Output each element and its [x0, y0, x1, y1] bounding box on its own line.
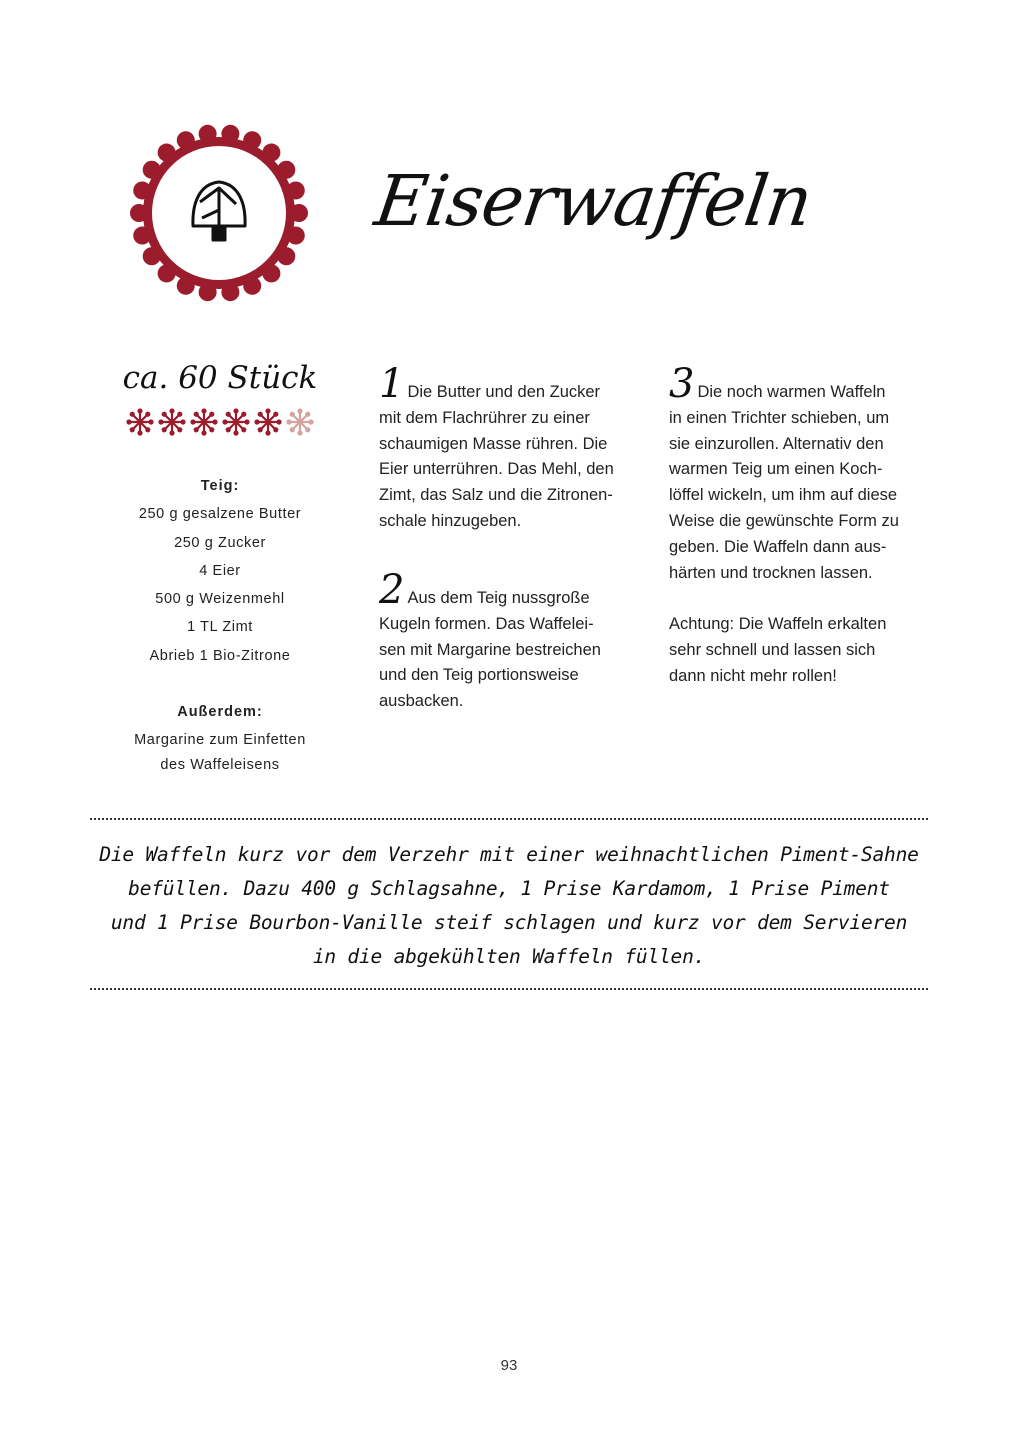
- step-text-line: und den Teig portionsweise: [379, 666, 579, 685]
- step-text-line: löffel wickeln, um ihm auf diese: [669, 486, 898, 505]
- ingredient-item: Abrieb 1 Bio-Zitrone: [149, 647, 291, 664]
- difficulty-star-empty-icon: [286, 408, 314, 436]
- step-text-line: Weise die gewünschte Form zu: [669, 511, 899, 530]
- page-number: 93: [500, 1357, 518, 1374]
- ingredients-extra: [100, 698, 340, 778]
- step-2: [379, 567, 641, 715]
- recipe-yield: ca. 60 Stück: [122, 360, 318, 396]
- step-number: 1: [379, 361, 405, 407]
- step-text-line: ausbacken.: [379, 692, 464, 711]
- step-3: [669, 361, 931, 690]
- step-number: 3: [669, 361, 695, 407]
- difficulty-star-filled-icon: [158, 408, 186, 436]
- step-text-line: Eier unterrühren. Das Mehl, den: [379, 460, 614, 479]
- tip-line: befüllen. Dazu 400 g Schlagsahne, 1 Prise Kardamom, 1 Prise Piment: [128, 877, 890, 900]
- ingredients-teig: [100, 472, 340, 670]
- ingredient-item: 4 Eier: [199, 562, 241, 579]
- step-note: [669, 612, 931, 689]
- step-text-line: Kugeln formen. Das Waffelei-: [379, 614, 594, 633]
- difficulty-star-filled-icon: [126, 408, 154, 436]
- tip-line: Die Waffeln kurz vor dem Verzehr mit einer weihnachtlichen Piment-Sahne: [99, 843, 919, 866]
- step-text-line: schaumigen Masse rühren. Die: [379, 434, 608, 453]
- ingredient-item: 500 g Weizenmehl: [155, 591, 285, 608]
- ingredient-item: 1 TL Zimt: [187, 619, 253, 636]
- step-note-line: sehr schnell und lassen sich: [669, 640, 876, 659]
- tip-divider-top: [90, 818, 928, 820]
- ingredient-item: 250 g Zucker: [174, 534, 266, 551]
- step-text-line: in einen Trichter schieben, um: [669, 408, 890, 427]
- step-note-line: dann nicht mehr rollen!: [669, 666, 837, 685]
- step-text-line: Zimt, das Salz und die Zitronen-: [379, 486, 613, 505]
- step-text-line: sie einzurollen. Alternativ den: [669, 434, 884, 453]
- ingredient-item: 250 g gesalzene Butter: [138, 506, 302, 523]
- ingredient-item: des Waffeleisens: [160, 757, 280, 773]
- step-note-line: Achtung: Die Waffeln erkalten: [669, 615, 887, 634]
- step-text-line: Die Butter und den Zucker: [407, 383, 601, 401]
- ingredients-extra-heading: Außerdem:: [177, 704, 263, 720]
- step-number: 2: [379, 567, 405, 613]
- difficulty-star-filled-icon: [190, 408, 218, 436]
- recipe-title: Eiserwaffeln: [370, 160, 817, 242]
- step-text-line: Die noch warmen Waffeln: [697, 383, 886, 401]
- badge-scalloped-circle: [128, 122, 310, 304]
- step-text-line: mit dem Flachrührer zu einer: [379, 408, 590, 427]
- tip-line: in die abgekühlten Waffeln füllen.: [312, 945, 706, 968]
- step-text-line: sen mit Margarine bestreichen: [379, 640, 601, 659]
- serving-tip: [90, 838, 928, 974]
- tip-divider-bottom: [90, 988, 928, 990]
- recipe-badge: [128, 122, 310, 304]
- step-text-line: warmen Teig um einen Koch-: [669, 460, 883, 479]
- step-1: [379, 361, 641, 535]
- step-text-line: schale hinzugeben.: [379, 511, 522, 530]
- ingredient-item: Margarine zum Einfetten: [134, 732, 306, 748]
- difficulty-star-filled-icon: [254, 408, 282, 436]
- step-text-line: geben. Die Waffeln dann aus-: [669, 537, 887, 556]
- step-text-line: härten und trocknen lassen.: [669, 563, 873, 582]
- ingredients-teig-heading: Teig:: [200, 478, 240, 494]
- difficulty-star-filled-icon: [222, 408, 250, 436]
- tip-line: und 1 Prise Bourbon-Vanille steif schlagen und kurz vor dem Servieren: [110, 911, 908, 934]
- difficulty-rating: [100, 408, 340, 436]
- step-text-line: Aus dem Teig nussgroße: [407, 589, 590, 607]
